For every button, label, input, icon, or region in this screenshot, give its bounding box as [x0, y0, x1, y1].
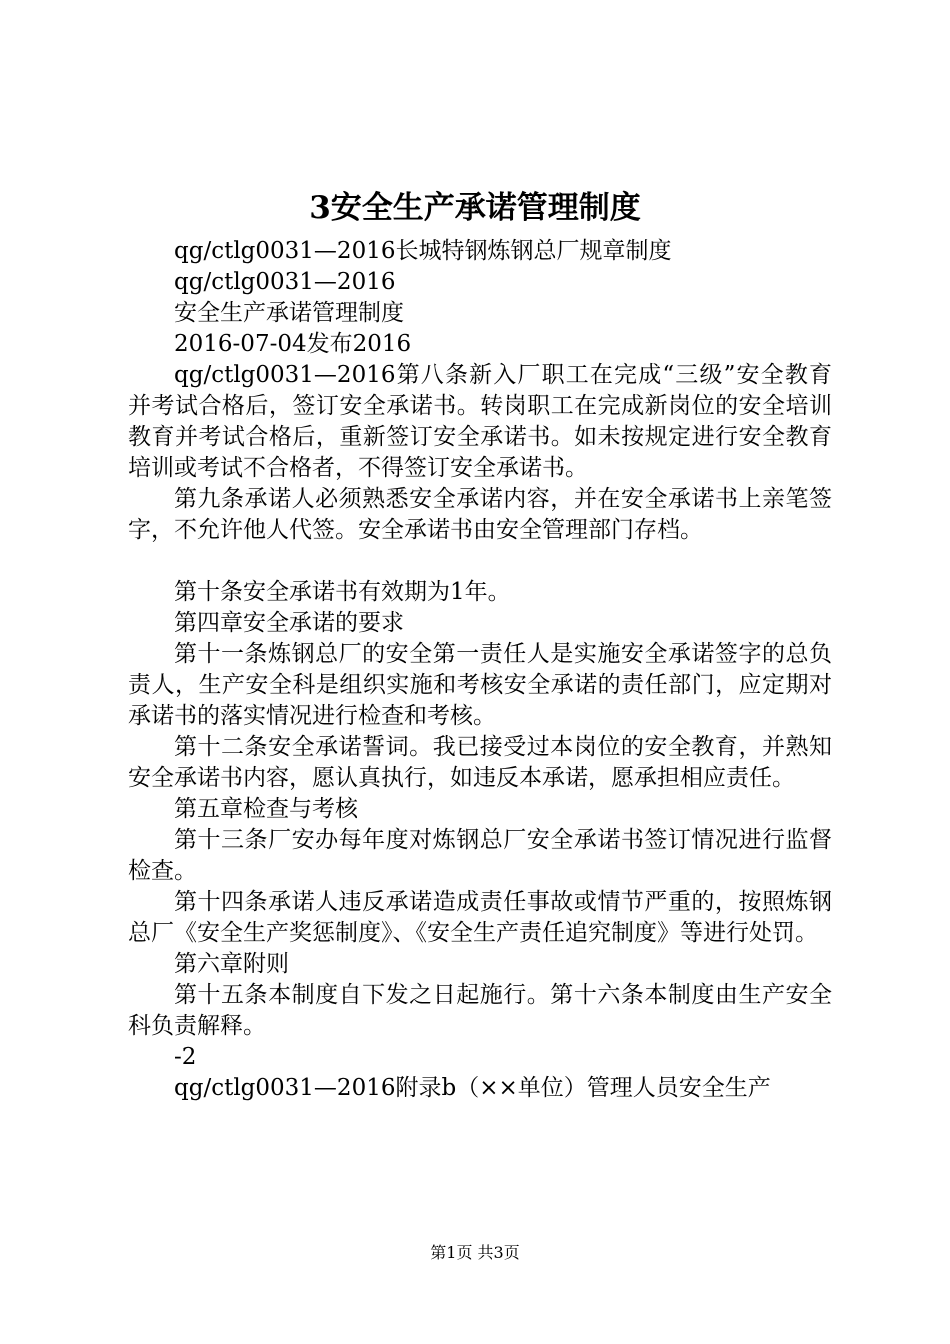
- paragraph: qg/ctlg0031—2016附录b（××单位）管理人员安全生产: [174, 1075, 771, 1101]
- paragraph: qg/ctlg0031—2016长城特钢炼钢总厂规章制度: [174, 238, 672, 264]
- paragraph: 第十二条安全承诺誓词。我已接受过本岗位的安全教育，并熟知安全承诺书内容，愿认真执行，如违反本承诺，愿承担相应责任。: [128, 734, 832, 791]
- document-body: [128, 236, 832, 1104]
- paragraph: 第十五条本制度自下发之日起施行。第十六条本制度由生产安全科负责解释。: [128, 982, 832, 1039]
- paragraph: qg/ctlg0031—2016第八条新入厂职工在完成“三级”安全教育并考试合格后，签订安全承诺书。转岗职工在完成新岗位的安全培训教育并考试合格后，重新签订安全承诺书。如未按规定进行安全教育培训或考试不合格者，不得签订安全承诺书。: [128, 362, 832, 481]
- paragraph: 2016-07-04发布2016: [174, 331, 412, 357]
- page-footer: 第1页 共3页: [430, 1243, 520, 1262]
- chapter-heading: 第六章附则: [174, 951, 289, 977]
- chapter-heading: 第五章检查与考核: [174, 796, 358, 822]
- paragraph: qg/ctlg0031—2016: [174, 269, 396, 295]
- paragraph: 第十三条厂安办每年度对炼钢总厂安全承诺书签订情况进行监督检查。: [128, 827, 832, 884]
- paragraph: 安全生产承诺管理制度: [174, 300, 404, 326]
- paragraph: 第十一条炼钢总厂的安全第一责任人是实施安全承诺签字的总负责人，生产安全科是组织实施和考核安全承诺的责任部门，应定期对承诺书的落实情况进行检查和考核。: [128, 641, 832, 729]
- document-title: 3安全生产承诺管理制度: [309, 190, 641, 226]
- paragraph: 第十条安全承诺书有效期为1年。: [174, 579, 511, 605]
- paragraph: 第九条承诺人必须熟悉安全承诺内容，并在安全承诺书上亲笔签字，不允许他人代签。安全承诺书由安全管理部门存档。: [128, 486, 832, 543]
- chapter-heading: 第四章安全承诺的要求: [174, 610, 404, 636]
- page-marker: -2: [174, 1044, 197, 1070]
- paragraph: 第十四条承诺人违反承诺造成责任事故或情节严重的，按照炼钢总厂《安全生产奖惩制度》、《安全生产责任追究制度》等进行处罚。: [128, 889, 832, 946]
